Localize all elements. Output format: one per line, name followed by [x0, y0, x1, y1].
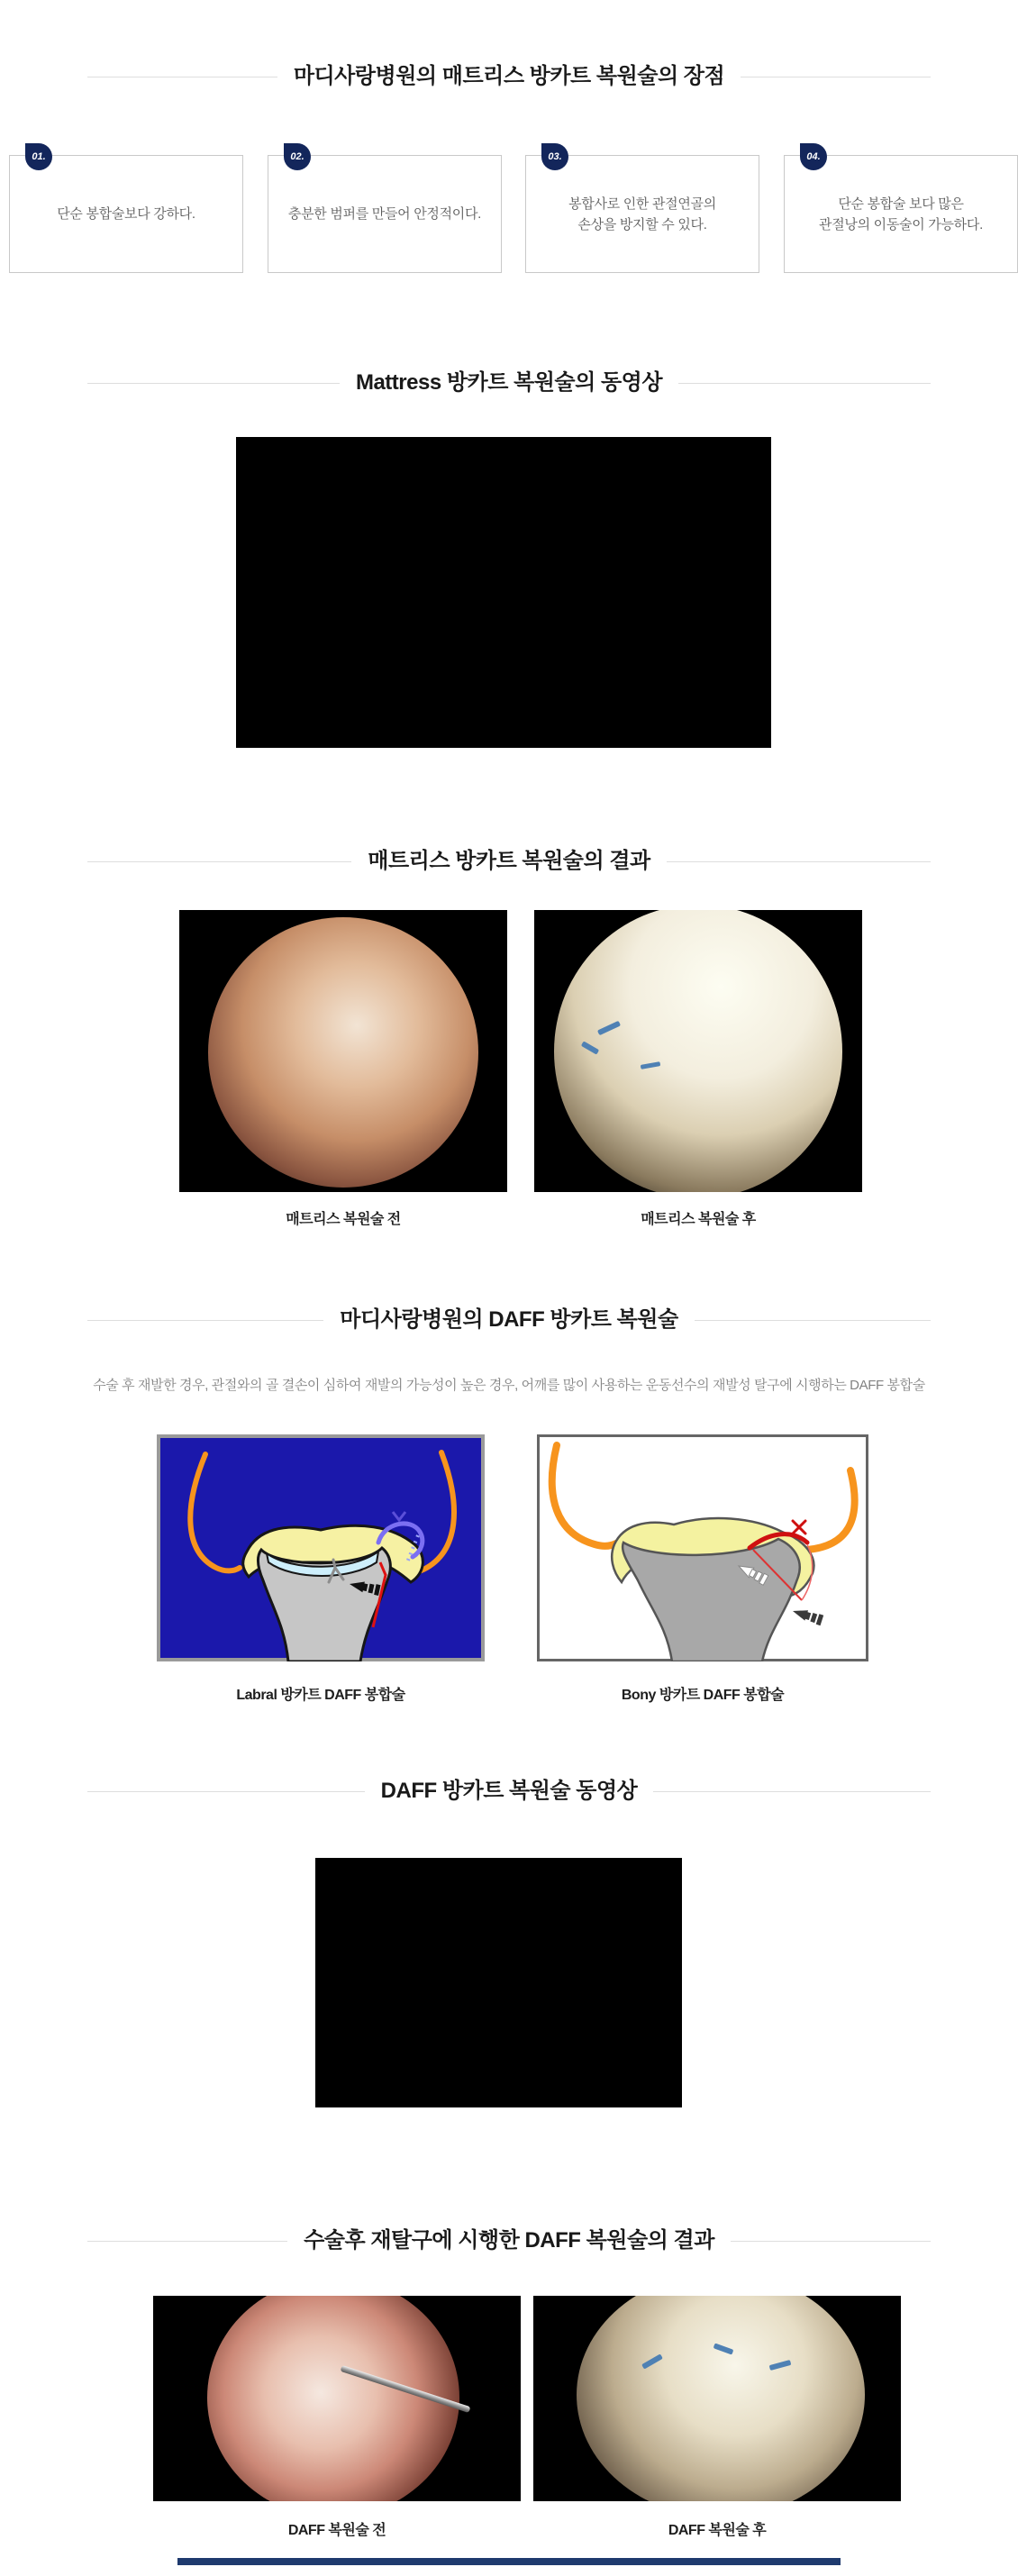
section-advantages-header [0, 62, 1018, 91]
advantage-badge-2: 02. [284, 143, 311, 170]
arthroscopy-image-mattress-after [534, 910, 862, 1192]
mattress-video-player[interactable] [236, 437, 771, 748]
section-daff-video-header [0, 1777, 1018, 1806]
daff-description: 수술 후 재발한 경우, 관절와의 골 결손이 심하여 재발의 가능성이 높은 경우, 어깨를 많이 사용하는 운동선수의 재발성 탈구에 시행하는 DAFF 봉합술 [93, 1378, 925, 1393]
arthroscopy-image-daff-before [153, 2296, 521, 2501]
advantage-text-1 [57, 204, 195, 224]
advantage-text-2 [288, 204, 481, 224]
scope-view [208, 917, 478, 1188]
section-daff-result-header [0, 2226, 1018, 2255]
section-title-daff-video: DAFF 방카트 복원술 동영상 [365, 1777, 654, 1806]
advantage-card-2 [268, 151, 502, 273]
advantage-text-3 [568, 194, 716, 235]
advantage-text-4-line1: 단순 봉합술 보다 많은 [838, 196, 964, 212]
advantage-card-3 [525, 151, 759, 273]
bony-daff-diagram [537, 1434, 868, 1661]
section-mattress-video-header [0, 369, 1018, 397]
section-title-daff-result: 수술후 재탈구에 시행한 DAFF 복원술의 결과 [287, 2226, 731, 2255]
advantage-card-1 [9, 151, 243, 273]
advantage-text-1-line1: 단순 봉합술보다 강하다. [57, 206, 195, 222]
scope-view [577, 2296, 865, 2501]
advantage-text-2-line1: 충분한 범퍼를 만들어 안정적이다. [287, 206, 482, 222]
scope-view [207, 2296, 459, 2501]
advantage-card-4 [784, 151, 1018, 273]
section-title-daff: 마디사랑병원의 DAFF 방카트 복원술 [323, 1306, 694, 1334]
daff-video-player[interactable] [315, 1858, 682, 2107]
section-daff-header [0, 1306, 1018, 1334]
arthroscopy-image-mattress-before [179, 910, 507, 1192]
caption-daff-after: DAFF 복원술 후 [668, 2523, 767, 2538]
caption-daff-before: DAFF 복원술 전 [287, 2523, 386, 2538]
caption-bony-daff: Bony 방카트 DAFF 봉합술 [621, 1688, 785, 1703]
section-title-mattress-result: 매트리스 방카트 복원술의 결과 [351, 847, 666, 876]
advantage-badge-4: 04. [800, 143, 827, 170]
advantage-text-3-line2: 손상을 방지할 수 있다. [577, 216, 707, 232]
footer-accent-bar [177, 2558, 841, 2565]
section-mattress-result-header [0, 847, 1018, 876]
labral-daff-diagram [157, 1434, 485, 1661]
advantage-text-4-line2: 관절낭의 이동술이 가능하다. [819, 216, 983, 232]
caption-mattress-after: 매트리스 복원술 후 [641, 1212, 756, 1227]
caption-labral-daff: Labral 방카트 DAFF 봉합술 [236, 1688, 405, 1703]
advantage-text-3-line1: 봉합사로 인한 관절연골의 [568, 196, 716, 212]
arthroscopy-image-daff-after [533, 2296, 901, 2501]
advantage-text-4 [819, 194, 983, 235]
caption-mattress-before: 매트리스 복원술 전 [286, 1212, 401, 1227]
advantage-badge-3: 03. [541, 143, 568, 170]
advantage-badge-1: 01. [25, 143, 52, 170]
section-title-mattress-video: Mattress 방카트 복원술의 동영상 [340, 369, 678, 397]
section-title-advantages: 마디사랑병원의 매트리스 방카트 복원술의 장점 [277, 62, 741, 91]
